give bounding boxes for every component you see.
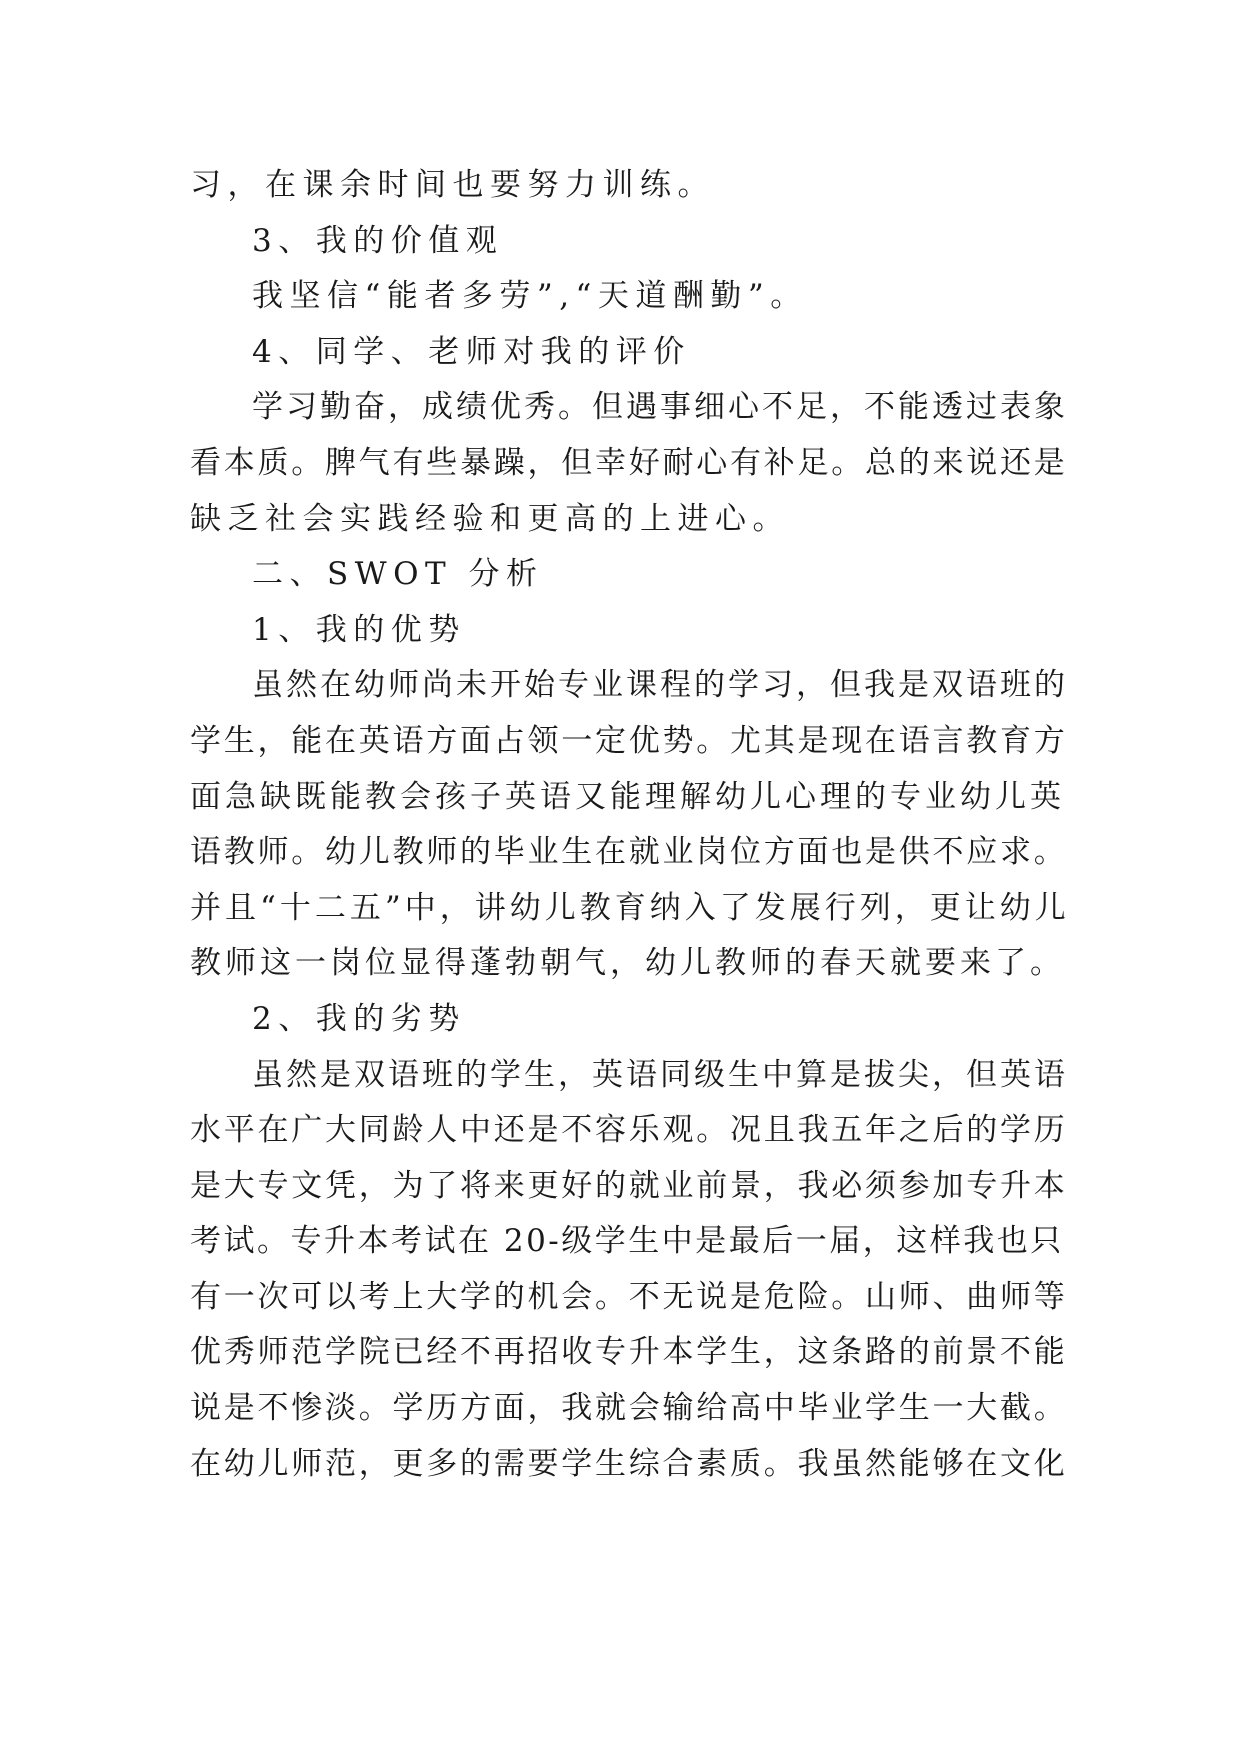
section-heading: 3、我的价值观 <box>252 222 504 259</box>
text-line: 并且“十二五”中，讲幼儿教育纳入了发展行列，更让幼儿 <box>190 889 1070 926</box>
chapter-heading: 二、SWOT 分析 <box>252 556 544 593</box>
section-heading: 1、我的优势 <box>252 611 466 648</box>
text-line: 教师这一岗位显得蓬勃朝气，幼儿教师的春天就要来了。 <box>190 945 1065 982</box>
text-line: 水平在广大同龄人中还是不容乐观。况且我五年之后的学历 <box>190 1112 1068 1149</box>
text-line: 习，在课余时间也要努力训练。 <box>190 167 715 203</box>
text-line: 学生，能在英语方面占领一定优势。尤其是现在语言教育方 <box>190 722 1068 759</box>
text-line: 我坚信“能者多劳”,“天道酬勤”。 <box>252 278 808 315</box>
text-line: 优秀师范学院已经不再招收专升本学生，这条路的前景不能 <box>190 1334 1068 1371</box>
paragraph-start: 虽然是双语班的学生，英语同级生中算是拔尖，但英语 <box>252 1056 1068 1093</box>
text-line: 是大专文凭，为了将来更好的就业前景，我必须参加专升本 <box>190 1167 1068 1204</box>
text-line: 看本质。脾气有些暴躁，但幸好耐心有补足。总的来说还是 <box>190 444 1068 481</box>
paragraph-start: 虽然在幼师尚未开始专业课程的学习，但我是双语班的 <box>252 667 1068 704</box>
document-body <box>190 158 1070 1492</box>
text-line: 有一次可以考上大学的机会。不无说是危险。山师、曲师等 <box>190 1278 1068 1315</box>
text-line: 面急缺既能教会孩子英语又能理解幼儿心理的专业幼儿英 <box>190 778 1065 815</box>
text-line: 在幼儿师范，更多的需要学生综合素质。我虽然能够在文化 <box>190 1445 1068 1482</box>
text-line: 说是不惨淡。学历方面，我就会输给高中毕业学生一大截。 <box>190 1390 1068 1427</box>
text-line: 语教师。幼儿教师的毕业生在就业岗位方面也是供不应求。 <box>190 834 1068 871</box>
section-heading: 4、同学、老师对我的评价 <box>252 333 691 370</box>
paragraph-start: 学习勤奋，成绩优秀。但遇事细心不足，不能透过表象 <box>252 389 1068 426</box>
text-line: 缺乏社会实践经验和更高的上进心。 <box>190 500 790 537</box>
text-line: 考试。专升本考试在 20-级学生中是最后一届，这样我也只 <box>190 1223 1064 1260</box>
section-heading: 2、我的劣势 <box>252 1000 466 1037</box>
